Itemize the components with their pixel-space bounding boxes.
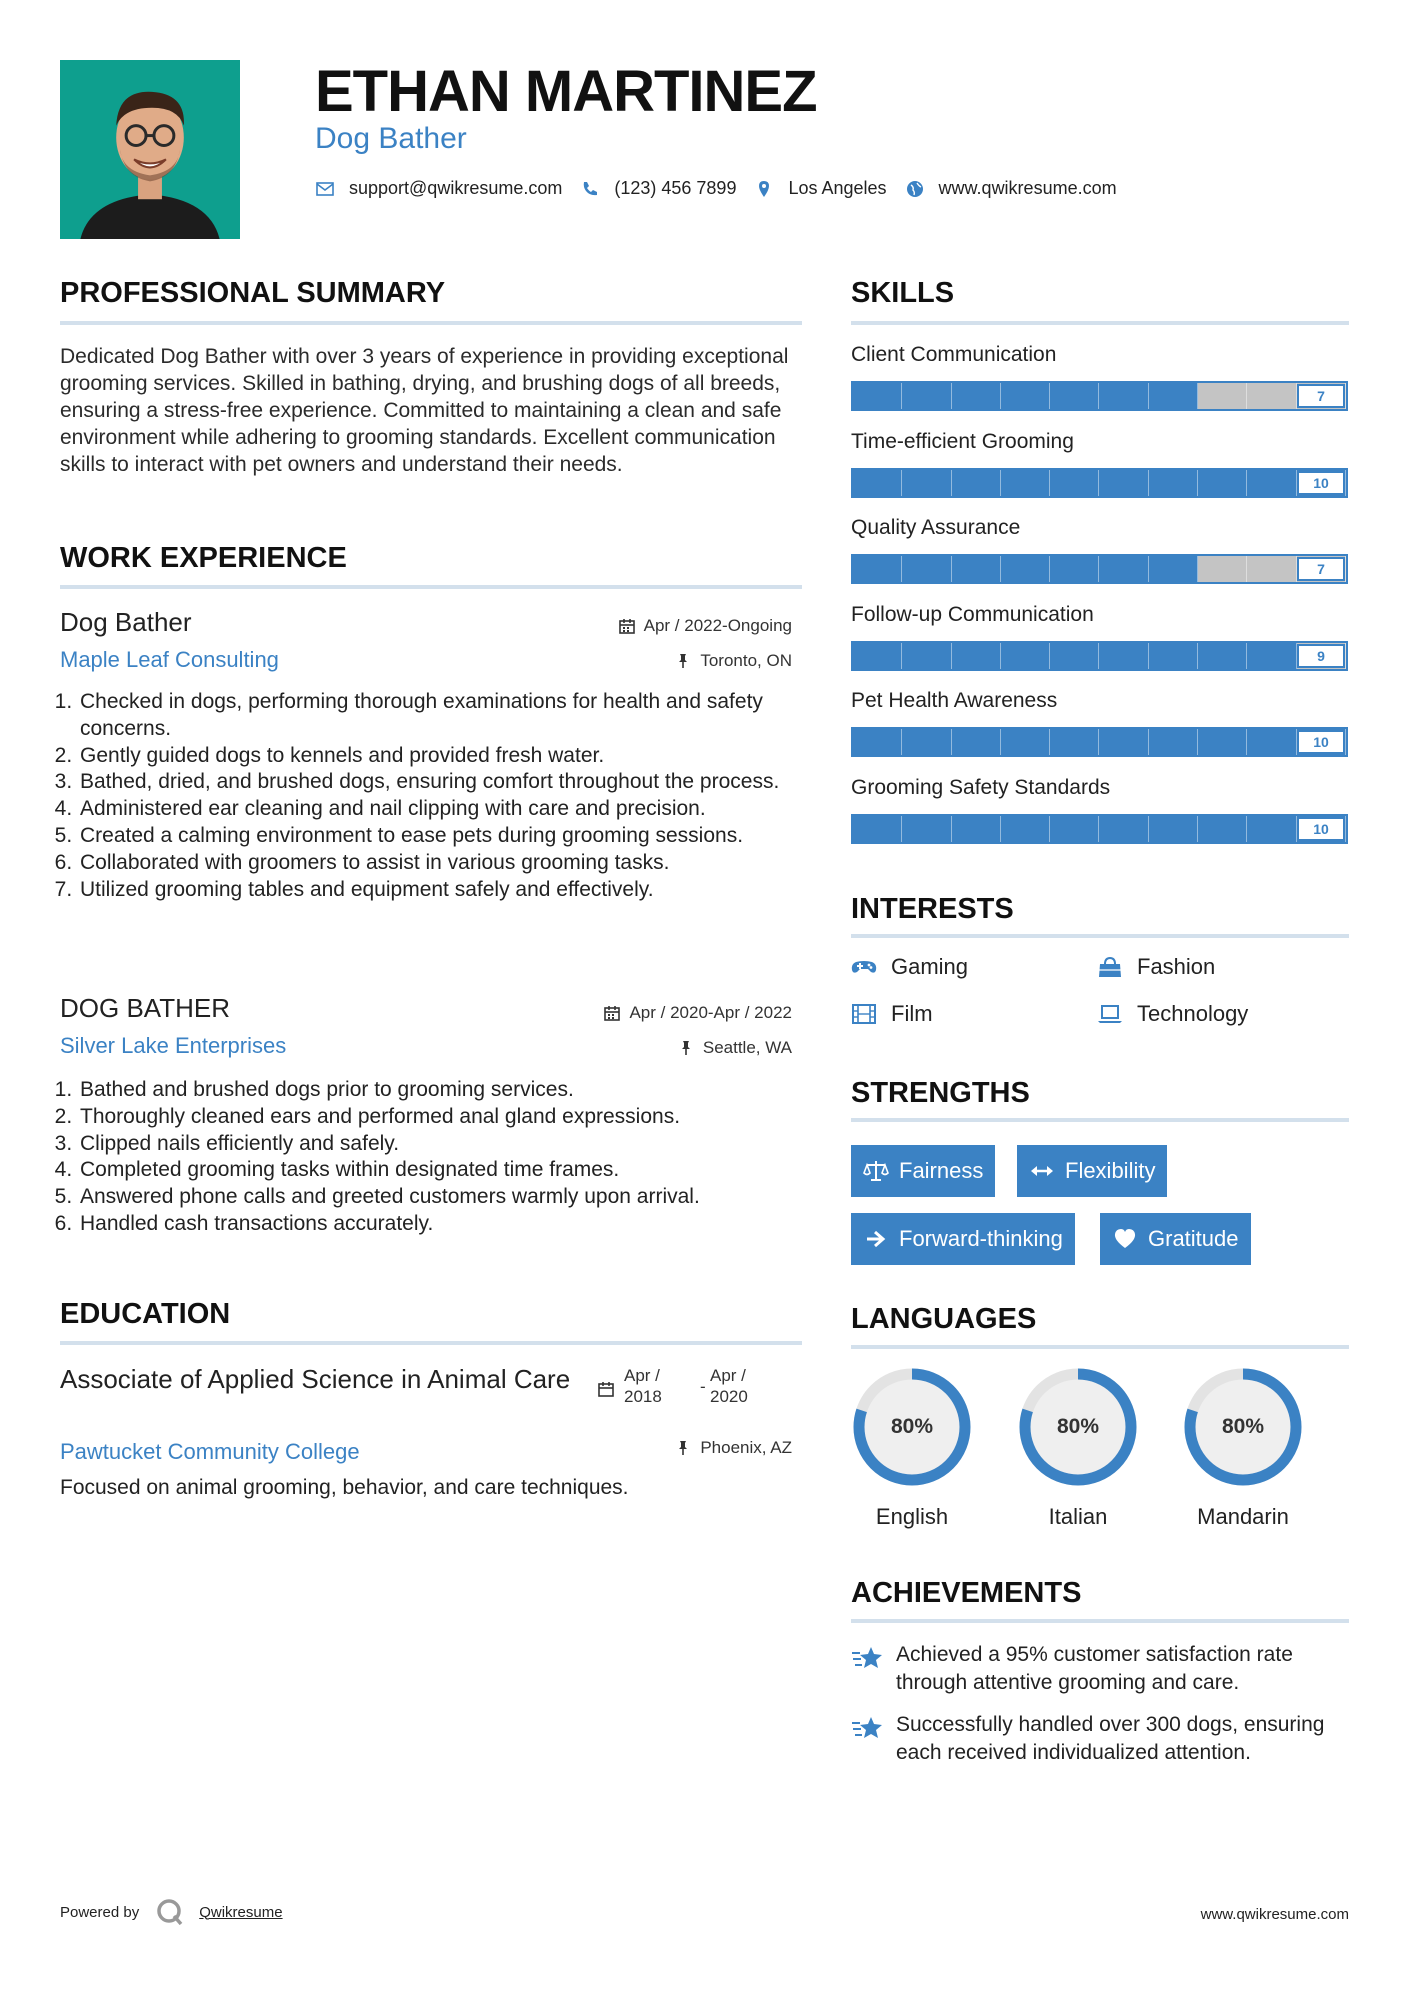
strength-fairness [851, 1145, 995, 1197]
skill-bar [851, 554, 1348, 584]
achievements-heading: ACHIEVEMENTS [851, 1577, 1082, 1609]
skill-bar-segment [1001, 729, 1050, 755]
skill-bar-segment [1050, 816, 1099, 842]
skill-bar-segment [1001, 643, 1050, 669]
pin-icon [677, 1039, 695, 1057]
skill-bar-segment [1050, 383, 1099, 409]
education-degree: Associate of Applied Science in Animal Care [60, 1364, 571, 1394]
interest-label: Technology [1137, 1001, 1249, 1026]
job-1-location [674, 651, 792, 671]
skill-bar-segment [1001, 816, 1050, 842]
education-location-text: Phoenix, AZ [700, 1438, 792, 1457]
job-1-date-text: Apr / 2022-Ongoing [643, 616, 792, 635]
skill-value: 10 [1297, 730, 1345, 754]
skill-bar-segment [1198, 383, 1247, 409]
languages-divider [851, 1345, 1349, 1349]
powered-by-label: Powered by [60, 1903, 140, 1921]
job-2-company: Silver Lake Enterprises [60, 1033, 287, 1058]
skill-bar-segment [853, 643, 902, 669]
skill-bar-segment [952, 556, 1001, 582]
language-percent: 80% [890, 1415, 934, 1438]
interest-fashion [1097, 954, 1215, 980]
list-item: 4. Administered ear cleaning and nail clipping with care and precision. [78, 796, 805, 823]
skill-label: Time-efficient Grooming [851, 429, 1074, 453]
skill-bar-segment [1149, 643, 1198, 669]
skill-label: Follow-up Communication [851, 602, 1094, 626]
education-school: Pawtucket Community College [60, 1439, 360, 1464]
interest-label: Gaming [891, 954, 969, 979]
strength-label: Gratitude [1148, 1226, 1239, 1251]
skill-bar [851, 814, 1348, 844]
envelope-icon [315, 179, 335, 199]
job-1-responsibilities [60, 689, 805, 903]
education-note: Focused on animal grooming, behavior, and care techniques. [60, 1476, 629, 1499]
skill-value: 7 [1297, 384, 1345, 408]
interests-divider [851, 934, 1349, 938]
skill-bar-segment [1247, 816, 1296, 842]
skill-bar-segment [952, 816, 1001, 842]
shooting-star-icon [851, 1713, 885, 1743]
language-item [1182, 1366, 1304, 1529]
list-item: 1. Checked in dogs, performing thorough examinations for health and safety concerns. [78, 689, 805, 743]
gamepad-icon [851, 956, 877, 978]
skill-bar-segment [1050, 470, 1099, 496]
contact-phone[interactable] [580, 178, 736, 199]
job-2-responsibilities [60, 1077, 805, 1238]
skill-bar-segment [1198, 556, 1247, 582]
language-name: English [875, 1504, 949, 1529]
summary-text: Dedicated Dog Bather with over 3 years of experience in providing exceptional grooming services. Skilled in bathing, drying, and brushing dogs of all breeds, ensuring a stress-free experience. Committed to maintaining a clean and safe environment while adhering to grooming standards. Excellent communication skills to interact with pet owners and understand their needs. [60, 345, 789, 476]
skill-label: Client Communication [851, 343, 1057, 366]
phone-icon [580, 179, 600, 199]
film-icon [851, 1003, 877, 1025]
strengths-heading: STRENGTHS [851, 1077, 1030, 1109]
language-item [851, 1366, 973, 1529]
skill-bar-segment [853, 556, 902, 582]
calendar-icon [597, 1380, 615, 1398]
skill-value: 10 [1297, 817, 1345, 841]
strength-label: Fairness [899, 1158, 984, 1183]
list-item: 7. Utilized grooming tables and equipment safely and effectively. [78, 877, 805, 904]
list-item: 5. Answered phone calls and greeted customers warmly upon arrival. [78, 1184, 805, 1211]
contact-phone-text: (123) 456 7899 [614, 178, 737, 198]
skill-bar-segment [1198, 816, 1247, 842]
contact-website[interactable] [905, 178, 1117, 199]
skill-bar-segment [1149, 470, 1198, 496]
skill-bar-segment [853, 470, 902, 496]
strengths-divider [851, 1118, 1349, 1122]
skill-bar-segment [1198, 729, 1247, 755]
education-location [674, 1438, 792, 1458]
language-ring [1017, 1366, 1139, 1488]
skill-bar-segment [1149, 383, 1198, 409]
arrows-horizontal-icon [1029, 1158, 1055, 1184]
achievement-item [851, 1641, 1351, 1697]
skill-bar-segment [1247, 729, 1296, 755]
list-item: 1. Bathed and brushed dogs prior to grooming services. [78, 1077, 805, 1104]
skill-bar-segment [1149, 729, 1198, 755]
skill-bar-segment [902, 556, 951, 582]
contact-location [754, 178, 886, 199]
language-name: Mandarin [1197, 1504, 1289, 1529]
skill-bar-segment [902, 816, 951, 842]
skill-bar-segment [1247, 383, 1296, 409]
skill-bar-segment [1001, 556, 1050, 582]
contact-website-text: www.qwikresume.com [938, 178, 1117, 198]
pin-icon [674, 652, 692, 670]
skill-label: Pet Health Awareness [851, 689, 1058, 713]
skill-label: Grooming Safety Standards [851, 776, 1111, 799]
language-percent: 80% [1221, 1415, 1265, 1438]
language-name: Italian [1048, 1504, 1108, 1529]
skill-bar [851, 727, 1348, 757]
list-item: 2. Thoroughly cleaned ears and performed anal gland expressions. [78, 1104, 805, 1131]
skill-bar-segment [1099, 729, 1148, 755]
skill-value: 10 [1297, 471, 1345, 495]
list-item: 6. Handled cash transactions accurately. [78, 1211, 805, 1238]
skill-bar-segment [1198, 643, 1247, 669]
skill-bar-segment [853, 729, 902, 755]
skill-bar-segment [1001, 383, 1050, 409]
globe-icon [905, 179, 925, 199]
list-item: 6. Collaborated with groomers to assist in various grooming tasks. [78, 850, 805, 877]
skill-bar-segment [1050, 729, 1099, 755]
experience-heading: WORK EXPERIENCE [60, 542, 347, 574]
contact-email[interactable] [315, 178, 562, 199]
job-1-title: Dog Bather [60, 607, 192, 637]
strength-label: Flexibility [1065, 1158, 1156, 1183]
interest-label: Fashion [1137, 954, 1216, 979]
skill-label: Quality Assurance [851, 516, 1021, 540]
skill-bar [851, 641, 1348, 671]
strength-flexibility [1017, 1145, 1167, 1197]
calendar-icon [603, 1004, 621, 1022]
skill-bar-segment [1247, 643, 1296, 669]
heart-icon [1112, 1226, 1138, 1252]
skill-bar-segment [853, 383, 902, 409]
skill-bar-segment [1050, 643, 1099, 669]
calendar-icon [618, 617, 636, 635]
skill-bar-segment [1050, 556, 1099, 582]
skill-bar-segment [1001, 470, 1050, 496]
interest-label: Film [891, 1001, 933, 1026]
language-item [1017, 1366, 1139, 1529]
skill-bar-segment [902, 383, 951, 409]
language-ring [851, 1366, 973, 1488]
qwikresume-logo-icon [155, 1897, 185, 1927]
skill-bar-segment [1099, 470, 1148, 496]
skill-bar-segment [952, 383, 1001, 409]
arrow-right-icon [863, 1226, 889, 1252]
summary-divider [60, 321, 802, 325]
skills-divider [851, 321, 1349, 325]
pin-icon [674, 1439, 692, 1457]
job-1-location-text: Toronto, ON [700, 651, 792, 670]
achievement-text: Achieved a 95% customer satisfaction rate through attentive grooming and care. [896, 1643, 1293, 1694]
skill-bar-segment [853, 816, 902, 842]
job-2-title: DOG BATHER [60, 993, 230, 1023]
strength-gratitude [1100, 1213, 1251, 1265]
skill-bar [851, 468, 1348, 498]
balance-scale-icon [863, 1158, 889, 1184]
shopping-bag-icon [1097, 956, 1123, 978]
education-heading: EDUCATION [60, 1298, 231, 1330]
skill-bar-segment [1198, 470, 1247, 496]
skill-bar-segment [1099, 556, 1148, 582]
interests-heading: INTERESTS [851, 893, 1014, 925]
language-percent: 80% [1056, 1415, 1100, 1438]
education-date-separator: - [700, 1377, 706, 1396]
contact-email-text: support@qwikresume.com [349, 178, 563, 198]
education-start-date: Apr / 2018 [624, 1366, 662, 1406]
achievement-item [851, 1711, 1351, 1767]
contact-bar [315, 178, 1135, 199]
strength-forward-thinking [851, 1213, 1075, 1265]
achievement-text: Successfully handled over 300 dogs, ensuring each received individualized attention. [896, 1713, 1325, 1764]
skill-bar-segment [902, 470, 951, 496]
laptop-icon [1097, 1003, 1123, 1025]
job-1-company: Maple Leaf Consulting [60, 647, 279, 672]
interest-technology [1097, 1001, 1248, 1027]
shooting-star-icon [851, 1643, 885, 1673]
interest-gaming [851, 954, 968, 980]
list-item: 3. Clipped nails efficiently and safely. [78, 1131, 805, 1158]
job-2-location-text: Seattle, WA [702, 1038, 792, 1057]
skill-bar-segment [1099, 383, 1148, 409]
summary-heading: PROFESSIONAL SUMMARY [60, 277, 446, 309]
education-divider [60, 1341, 802, 1345]
job-2-date-text: Apr / 2020-Apr / 2022 [629, 1003, 792, 1022]
skills-heading: SKILLS [851, 277, 955, 309]
footer-powered-by [60, 1897, 283, 1927]
job-2-date [603, 1003, 792, 1023]
skill-bar-segment [1099, 643, 1148, 669]
experience-divider [60, 585, 802, 589]
job-1-date [618, 616, 792, 636]
achievements-divider [851, 1619, 1349, 1623]
skill-value: 9 [1297, 644, 1345, 668]
list-item: 5. Created a calming environment to ease pets during grooming sessions. [78, 823, 805, 850]
education-end-date: Apr / 2020 [710, 1366, 748, 1406]
footer-brand-link[interactable]: Qwikresume [199, 1903, 283, 1921]
skill-bar-segment [1099, 816, 1148, 842]
skill-bar-segment [1247, 470, 1296, 496]
contact-location-text: Los Angeles [788, 178, 887, 198]
list-item: 4. Completed grooming tasks within designated time frames. [78, 1157, 805, 1184]
skill-bar-segment [902, 643, 951, 669]
list-item: 3. Bathed, dried, and brushed dogs, ensuring comfort throughout the process. [78, 769, 805, 796]
language-ring [1182, 1366, 1304, 1488]
interest-film [851, 1001, 933, 1027]
candidate-name: ETHAN MARTINEZ [315, 59, 817, 124]
skill-bar-segment [1247, 556, 1296, 582]
skill-bar-segment [902, 729, 951, 755]
skill-bar-segment [1149, 556, 1198, 582]
map-pin-icon [754, 179, 774, 199]
strength-label: Forward-thinking [899, 1226, 1063, 1251]
skill-bar-segment [952, 729, 1001, 755]
profile-photo [60, 60, 240, 239]
list-item: 2. Gently guided dogs to kennels and provided fresh water. [78, 743, 805, 770]
job-2-location [677, 1038, 792, 1058]
languages-heading: LANGUAGES [851, 1303, 1037, 1335]
skill-value: 7 [1297, 557, 1345, 581]
skill-bar-segment [952, 643, 1001, 669]
skill-bar-segment [952, 470, 1001, 496]
footer-url[interactable]: www.qwikresume.com [1200, 1906, 1349, 1923]
skill-bar [851, 381, 1348, 411]
skill-bar-segment [1149, 816, 1198, 842]
job-title: Dog Bather [315, 122, 467, 155]
